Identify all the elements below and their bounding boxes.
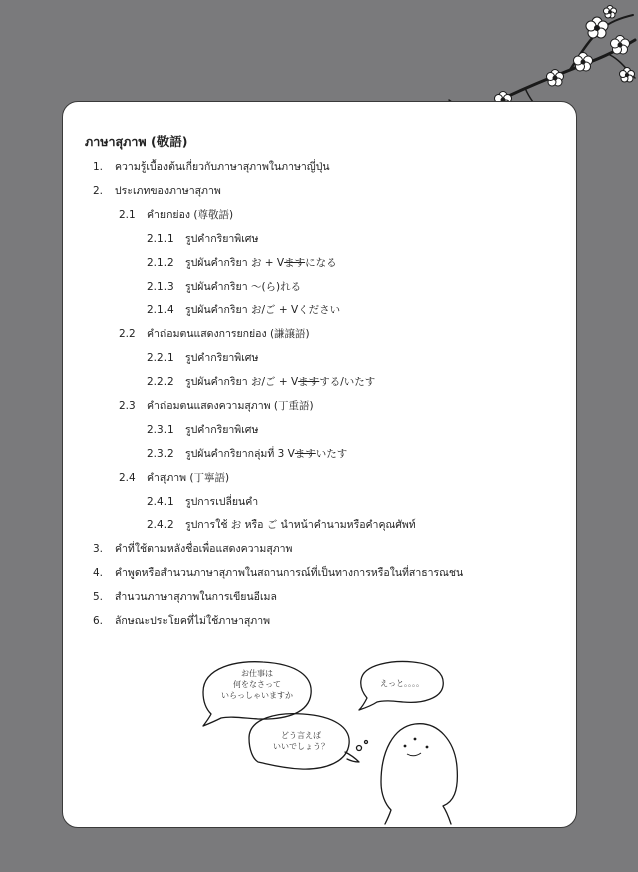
toc-item: 3. คำที่ใช้ตามหลังชื่อเพื่อแสดงความสุภาพ (93, 543, 293, 555)
speech-bubble-1: お仕事は 何をなさって いらっしゃいますか (221, 669, 293, 700)
toc-item: 2.2 คำถ่อมตนแสดงการยกย่อง (謙譲語) (119, 328, 310, 340)
toc-item: 2.1.2 รูปผันคำกริยา お + Vますになる (147, 257, 337, 269)
toc-item: 2.1.4 รูปผันคำกริยา お/ご + Vください (147, 304, 341, 316)
content-card (62, 101, 577, 828)
speech-bubbles-illustration (63, 102, 578, 829)
toc-item: 2.1 คำยกย่อง (尊敬語) (119, 209, 234, 221)
speech-bubble-3: どう言えば いいでしょう？ (273, 731, 329, 751)
toc-item: 2.2.1 รูปคำกริยาพิเศษ (147, 352, 259, 364)
speech-bubble-2: えっと。。。。 (380, 679, 424, 688)
toc-item: 2.4.1 รูปการเปลี่ยนคำ (147, 496, 259, 508)
toc-item: 2.4.2 รูปการใช้ お หรือ ご นำหน้าคำนามหรือคำคุณศัพท์ (147, 519, 416, 531)
toc-item: 2. ประเภทของภาษาสุภาพ (93, 185, 221, 197)
toc-item: 2.4 คำสุภาพ (丁寧語) (119, 472, 230, 484)
toc-item: 5. สำนวนภาษาสุภาพในการเขียนอีเมล (93, 591, 277, 603)
toc-item: 2.1.3 รูปผันคำกริยา ～(ら)れる (147, 281, 302, 293)
toc-item: 2.3.2 รูปผันคำกริยากลุ่มที่ 3 Vますいたす (147, 448, 348, 460)
toc-item: 2.2.2 รูปผันคำกริยา お/ご + Vますする/いたす (147, 376, 376, 388)
toc-item: 4. คำพูดหรือสำนวนภาษาสุภาพในสถานการณ์ที่เป็นทางการหรือในที่สาธารณชน (93, 567, 464, 579)
toc-item: 1. ความรู้เบื้องต้นเกี่ยวกับภาษาสุภาพในภาษาญี่ปุ่น (93, 161, 330, 173)
toc-item: 2.1.1 รูปคำกริยาพิเศษ (147, 233, 259, 245)
section-title: ภาษาสุภาพ (敬語) (85, 134, 188, 149)
toc-item: 2.3 คำถ่อมตนแสดงความสุภาพ (丁重語) (119, 400, 314, 412)
toc-item: 6. ลักษณะประโยคที่ไม่ใช้ภาษาสุภาพ (93, 615, 271, 627)
toc-item: 2.3.1 รูปคำกริยาพิเศษ (147, 424, 259, 436)
